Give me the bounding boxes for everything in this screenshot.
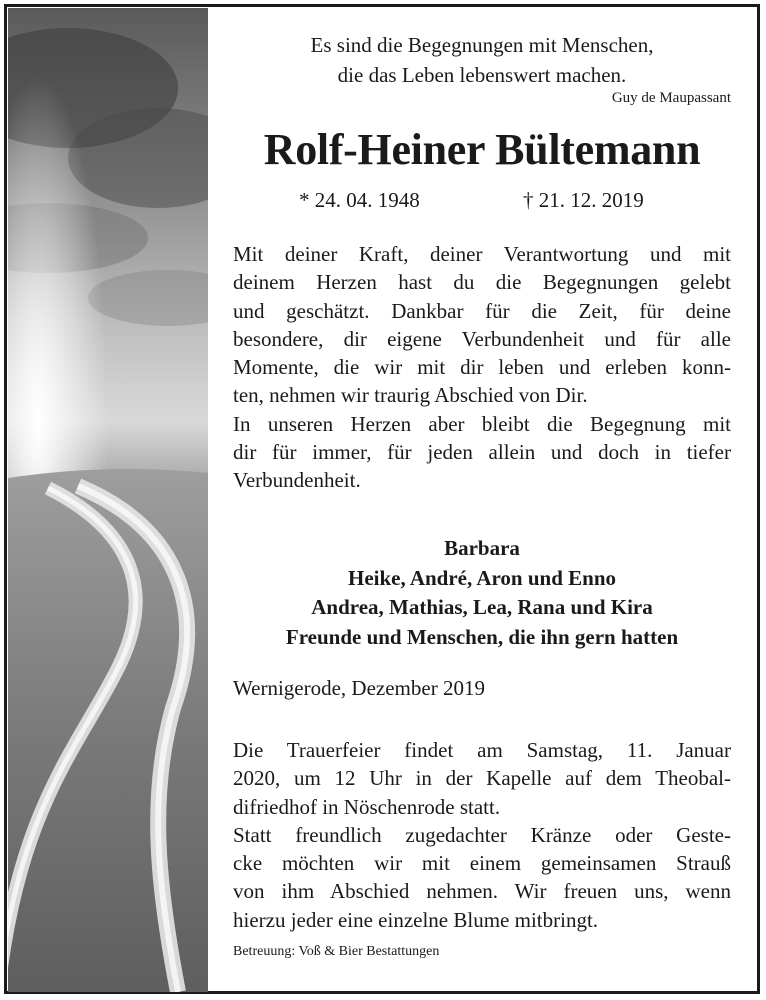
message-line: Mit deiner Kraft, deiner Verantwortung und mit (233, 242, 731, 266)
message-line: Verbundenheit. (233, 468, 361, 493)
funeral-home-credit: Betreuung: Voß & Bier Bestattungen (233, 944, 440, 959)
place-date: Wernigerode, Dezember 2019 (233, 676, 485, 700)
message-paragraph (233, 240, 731, 495)
deceased-name: Rolf-Heiner Bültemann (263, 125, 701, 174)
mourner-line: Heike, André, Aron und Enno (347, 565, 617, 590)
mourners-list (233, 534, 731, 652)
message-line: dir für immer, für jeden allein und doch in tiefer (233, 440, 731, 465)
birth-date: * 24. 04. 1948 (299, 188, 420, 212)
message-line: Momente, die wir mit dir leben und erleben konn- (233, 355, 731, 380)
funeral-line: hierzu jeder eine einzelne Blume mitbringt. (233, 907, 599, 932)
mourner-line: Barbara (444, 536, 520, 560)
funeral-line: difriedhof in Nöschenrode statt. (233, 794, 501, 819)
quote-line: Es sind die Begegnungen mit Menschen, (310, 33, 654, 57)
mourner-line: Freunde und Menschen, die ihn gern hatten (285, 624, 679, 649)
obituary-text (233, 0, 731, 1000)
funeral-line: von ihm Abschied nehmen. Wir freuen uns, wenn (233, 879, 731, 904)
message-line: und geschätzt. Dankbar für die Zeit, für deine (233, 298, 731, 323)
funeral-line: Statt freundlich zugedachter Kränze oder Geste- (233, 822, 731, 847)
message-line: besondere, dir eigene Verbundenheit und für alle (233, 326, 731, 351)
message-line: In unseren Herzen aber bleibt die Begegnung mit (233, 411, 731, 436)
funeral-line: Die Trauerfeier findet am Samstag, 11. Januar (233, 738, 731, 762)
mourner-line: Andrea, Mathias, Lea, Rana und Kira (311, 595, 653, 619)
quote-author: Guy de Maupassant (611, 90, 731, 106)
quote (233, 30, 731, 90)
funeral-paragraph (233, 736, 731, 934)
path-landscape-photo (8, 8, 208, 992)
funeral-line: cke möchten wir mit einem gemeinsamen Strauß (233, 851, 731, 876)
message-line: ten, nehmen wir traurig Abschied von Dir. (233, 383, 588, 408)
funeral-line: 2020, um 12 Uhr in der Kapelle auf dem Theobal- (233, 766, 731, 791)
message-line: deinem Herzen hast du die Begegnungen gelebt (233, 270, 731, 295)
quote-line: die das Leben lebenswert machen. (337, 63, 627, 87)
death-date: † 21. 12. 2019 (523, 188, 644, 212)
